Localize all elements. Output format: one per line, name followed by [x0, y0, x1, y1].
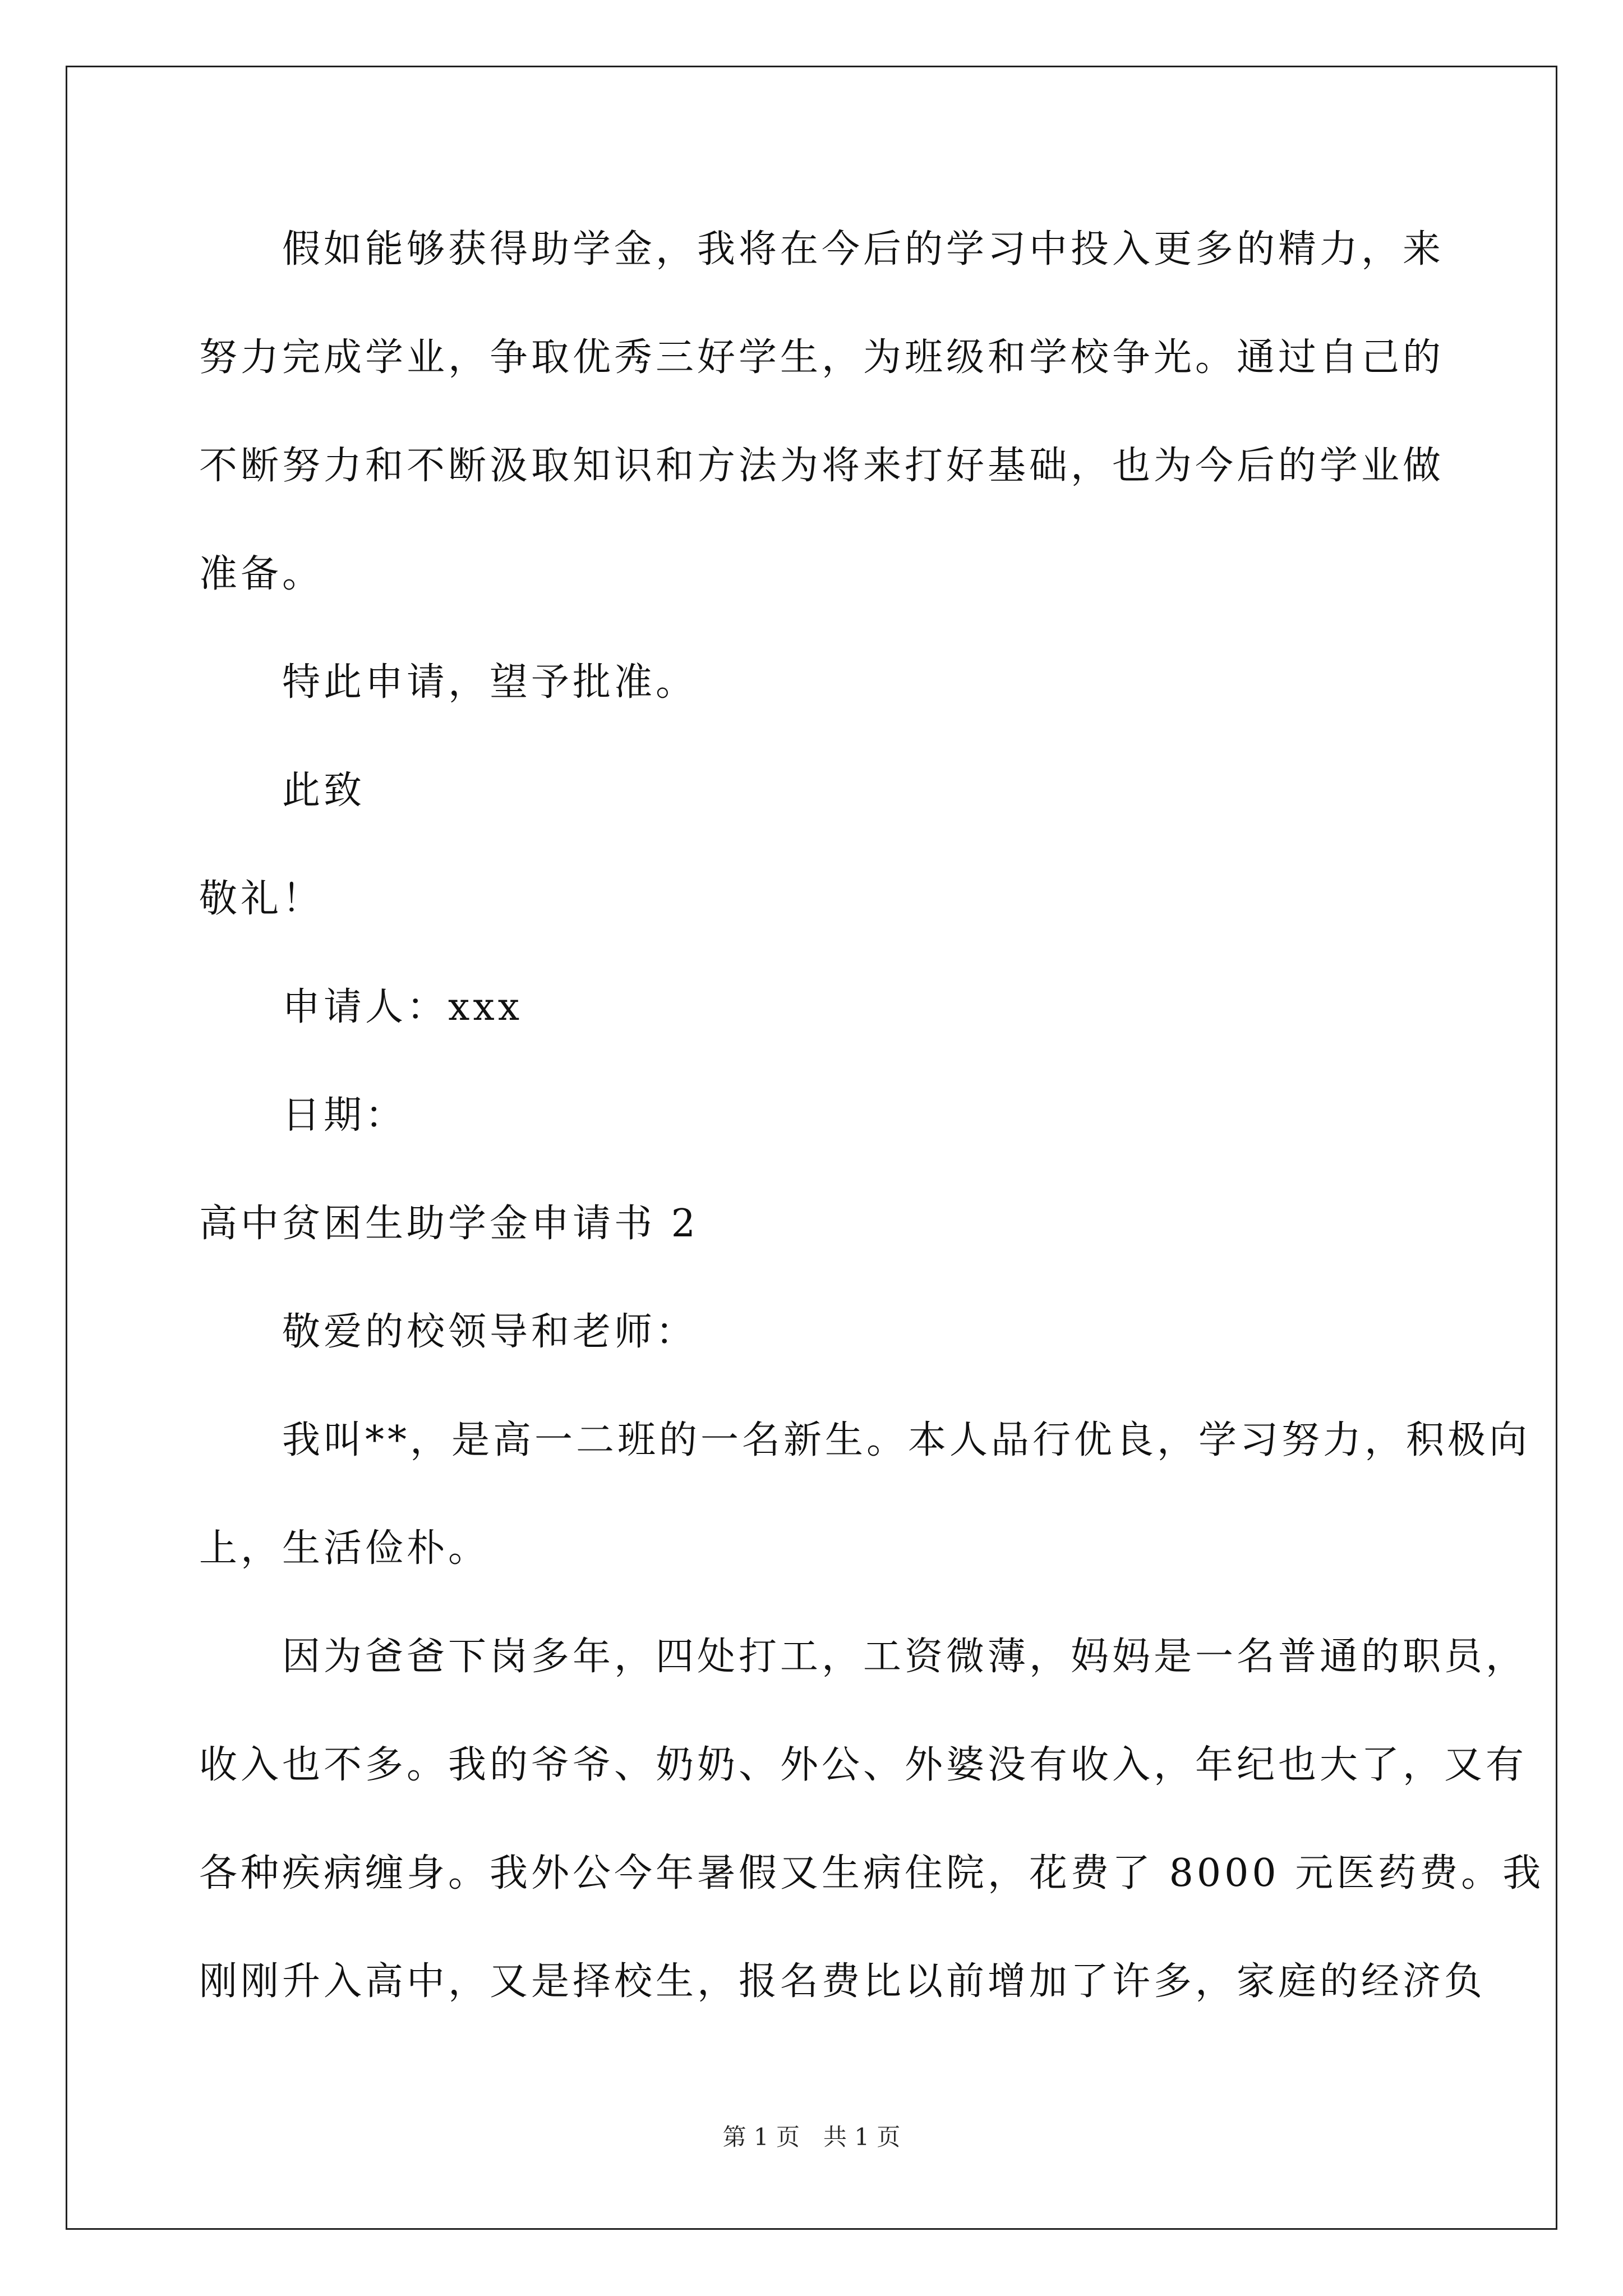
- paragraph-line: 因为爸爸下岗多年，四处打工，工资微薄，妈妈是一名普通的职员，: [282, 1635, 1528, 1679]
- request-line: 特此申请，望予批准。: [282, 660, 698, 705]
- applicant-line: 申请人：xxx: [282, 985, 523, 1029]
- greeting-line: 敬爱的校领导和老师：: [282, 1310, 698, 1354]
- paragraph-line: 努力完成学业，争取优秀三好学生，为班级和学校争光。通过自己的: [199, 335, 1445, 380]
- paragraph-line: 我叫**，是高一二班的一名新生。本人品行优良，学习努力，积极向: [282, 1418, 1531, 1462]
- paragraph-line: 各种疾病缠身。我外公今年暑假又生病住院，花费了 8000 元医药费。我: [199, 1851, 1544, 1895]
- paragraph-line: 准备。: [199, 552, 324, 596]
- paragraph-line: 刚刚升入高中，又是择校生，报名费比以前增加了许多，家庭的经济负: [199, 1959, 1486, 2004]
- page-border: [66, 66, 1557, 2230]
- paragraph-line: 不断努力和不断汲取知识和方法为将来打好基础，也为今后的学业做: [199, 444, 1445, 488]
- date-line: 日期：: [282, 1093, 407, 1138]
- paragraph-line: 收入也不多。我的爷爷、奶奶、外公、外婆没有收入，年纪也大了，又有: [199, 1743, 1528, 1787]
- paragraph-line: 假如能够获得助学金，我将在今后的学习中投入更多的精力，来: [282, 227, 1445, 272]
- salutation-line: 此致: [282, 769, 366, 813]
- section-title: 高中贫困生助学金申请书 2: [199, 1202, 699, 1246]
- paragraph-line: 上，生活俭朴。: [199, 1526, 490, 1571]
- closing-line: 敬礼！: [199, 877, 324, 921]
- page-number-footer: 第 1 页 共 1 页: [722, 2123, 901, 2151]
